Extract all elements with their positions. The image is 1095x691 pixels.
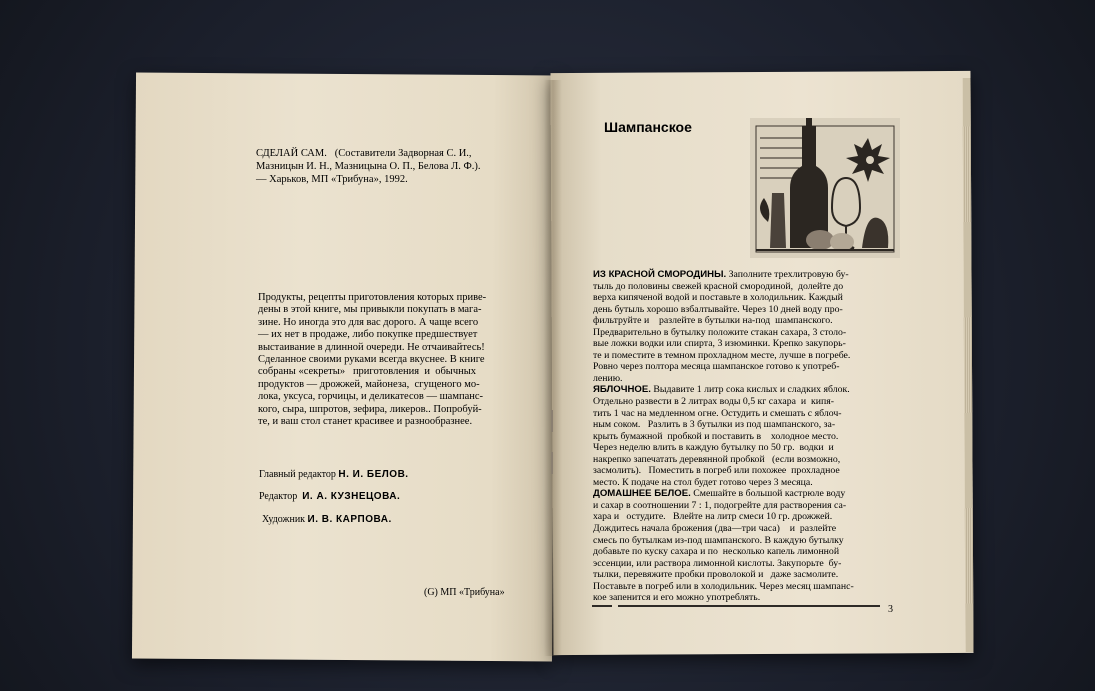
credit-artist: Художник И. В. КАРПОВА.	[262, 514, 392, 525]
book-gutter	[544, 80, 562, 656]
recipe-heading-red-currant: ИЗ КРАСНОЙ СМОРОДИНЫ.	[593, 269, 727, 280]
intro-paragraph: Продукты, рецепты приготовления которых приве- дены в этой книге, мы привыкли покупать в мага- зине. Но иногда это для вас дорого. А чаще всего — их нет в продаже, либо покупке предшествует выстаивание в длинной очереди. Не отчаивайтесь! Сделанное своими руками всегда вкуснее. В книге собраны «секреты» приготовления и обычных продуктов — дрожжей, майонеза, сгущеного мо- лока, уксуса, горчицы, и деликатесов — шампанс- кого, сыра, шпротов, зефира, ликеров.. Попробуй- те, и ваш стол станет красивее и разнообразнее.	[258, 292, 487, 428]
footer-rule	[618, 605, 880, 607]
binding-staple	[551, 452, 553, 474]
recipe-heading-home-white: ДОМАШНЕЕ БЕЛОЕ.	[593, 488, 691, 500]
binding-staple	[551, 410, 553, 432]
page-title: Шампанское	[604, 119, 692, 135]
copyright-line: (G) МП «Трибуна»	[424, 587, 505, 598]
footer-rule	[592, 605, 612, 607]
page-edges	[962, 78, 973, 652]
bibliographic-header: СДЕЛАЙ САМ. (Составители Задворная С. И., Мазницын И. Н., Мазницына О. П., Белова Л. Ф.). — Харьков, МП «Трибуна», 1992.	[256, 148, 481, 185]
page-number: 3	[888, 604, 893, 615]
credit-chief-editor: Главный редактор Н. И. БЕЛОВ.	[259, 469, 409, 480]
champagne-still-life-illustration	[750, 118, 900, 258]
recipe-heading-apple: ЯБЛОЧНОЕ.	[593, 384, 651, 396]
credit-editor: Редактор И. А. КУЗНЕЦОВА.	[259, 491, 401, 502]
recipe-text: ИЗ КРАСНОЙ СМОРОДИНЫ. Заполните трехлитровую бу- тыль до половины свежей красной смородиной, долейте до верха кипяченой водой и поставьте в холодильник. Каждый день бутыль хорошо взбалтывайте. Через 10 дней воду про- фильтруйте и разлейте в бутылки на-под шампанского. Предварительно в бутылку положите стакан сахара, 3 столо- вые ложки водки или спирта, 3 изюминки. Крепко закупорь- те и поместите в темном прохладном месте, лучше в погребе. Ровно через полтора месяца шампанское готово к употреб- лению. ЯБЛОЧНОЕ. Выдавите 1 литр сока кислых и сладких яблок. Отдельно развести в 2 литрах воды 0,5 кг сахара и кипя- тить 1 час на медленном огне. Остудить и смешать с яблоч- ным соком. Разлить в 3 бутылки из под шампанского, за- крыть бумажной пробкой и поставить в холодное место. Через неделю влить в каждую бутылку по 50 гр. водки и накрепко запечатать деревянной пробкой (если возможно, засмолить). Поместить в погреб или похожее прохладное место. К подаче на стол будет готово через 3 месяца. ДОМАШНЕЕ БЕЛОЕ. Смешайте в большой кастрюле воду и сахар в соотношении 7 : 1, подогрейте для растворения са- хара и остудите. Влейте на литр смеси 10 гр. дрожжей. Дождитесь начала брожения (два—три часа) и разлейте смесь по бутылкам из-под шампанского. В каждую бутылку добавьте по куску сахара и по несколько капель лимонной эссенции, или раствора лимонной кислоты. Закупорьте бу- тылки, перевяжите пробки проволокой и даже засмолите. Поставьте в погреб или в холодильник. Через месяц шампанс- кое запенится и его можно употреблять.	[593, 269, 854, 604]
